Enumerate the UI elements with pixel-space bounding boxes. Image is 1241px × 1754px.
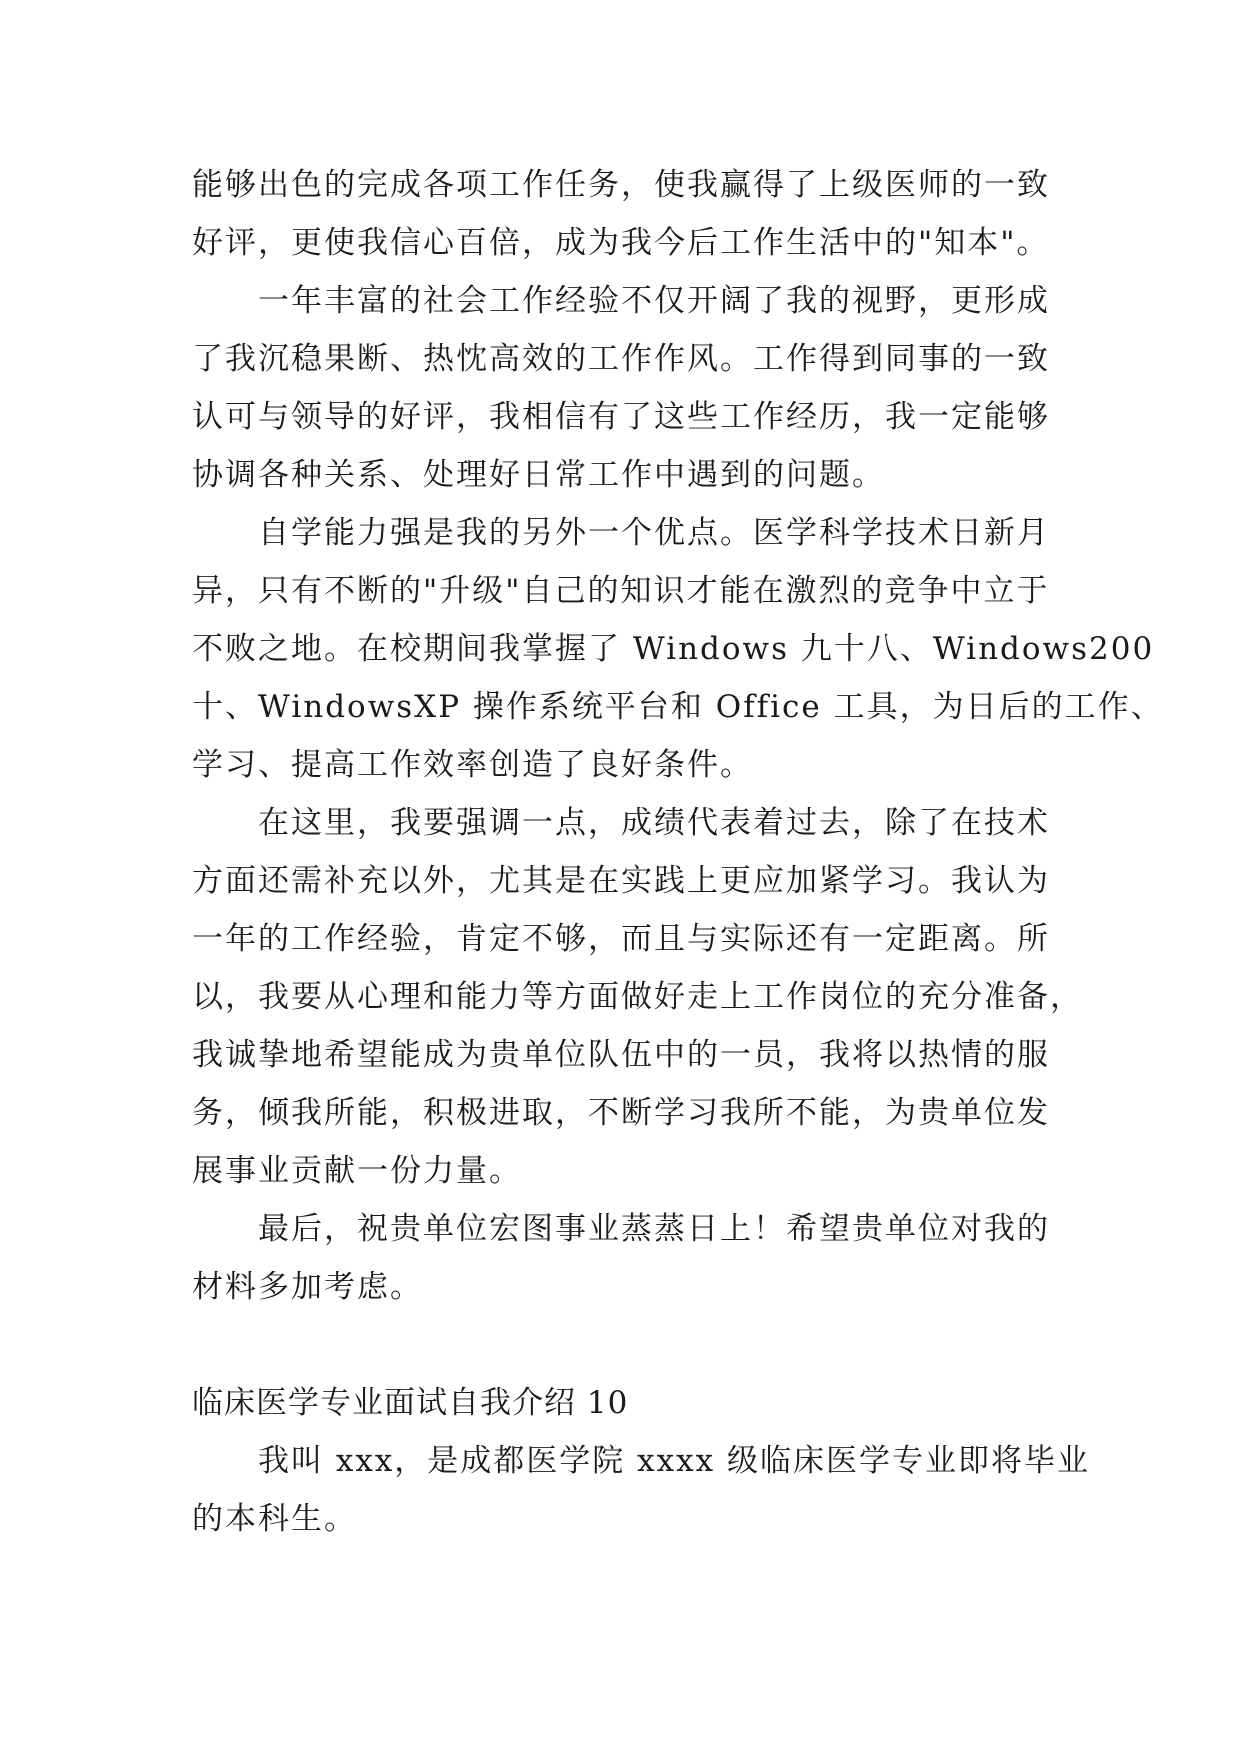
paragraph <box>192 156 1052 272</box>
text-line: 自学能力强是我的另外一个优点。医学科学技术日新月 <box>258 515 1050 551</box>
text-line: 的本科生。 <box>192 1501 357 1537</box>
text-line: 在这里，我要强调一点，成绩代表着过去，除了在技术 <box>258 805 1050 841</box>
text-line: 了我沉稳果断、热忱高效的工作作风。工作得到同事的一致 <box>192 341 1050 377</box>
paragraph <box>192 1432 1090 1548</box>
paragraph <box>192 504 1164 794</box>
text-line: 最后，祝贵单位宏图事业蒸蒸日上！希望贵单位对我的 <box>258 1211 1050 1247</box>
text-line: 我叫 xxx，是成都医学院 xxxx 级临床医学专业即将毕业 <box>258 1443 1090 1479</box>
text-line: 不败之地。在校期间我掌握了 Windows 九十八、Windows200 <box>192 631 1155 667</box>
text-line: 方面还需补充以外，尤其是在实践上更应加紧学习。我认为 <box>192 863 1050 899</box>
text-line: 一年丰富的社会工作经验不仅开阔了我的视野，更形成 <box>258 283 1050 319</box>
text-line: 协调各种关系、处理好日常工作中遇到的问题。 <box>192 457 885 493</box>
text-line: 学习、提高工作效率创造了良好条件。 <box>192 747 753 783</box>
text-line: 我诚挚地希望能成为贵单位队伍中的一员，我将以热情的服 <box>192 1037 1050 1073</box>
document-body <box>192 156 1164 1548</box>
section-title: 临床医学专业面试自我介绍 10 <box>192 1385 629 1421</box>
paragraph <box>192 794 1083 1200</box>
text-line: 展事业贡献一份力量。 <box>192 1153 522 1189</box>
section-heading <box>192 1374 1052 1432</box>
text-line: 认可与领导的好评，我相信有了这些工作经历，我一定能够 <box>192 399 1050 435</box>
spacer <box>192 1316 1052 1374</box>
text-line: 能够出色的完成各项工作任务，使我赢得了上级医师的一致 <box>192 167 1050 203</box>
text-line: 以，我要从心理和能力等方面做好走上工作岗位的充分准备， <box>192 979 1083 1015</box>
text-line: 异，只有不断的"升级"自己的知识才能在激烈的竞争中立于 <box>192 573 1050 609</box>
text-line: 材料多加考虑。 <box>192 1269 423 1305</box>
text-line: 十、WindowsXP 操作系统平台和 Office 工具，为日后的工作、 <box>192 689 1164 725</box>
text-line: 一年的工作经验，肯定不够，而且与实际还有一定距离。所 <box>192 921 1050 957</box>
paragraph <box>192 1200 1052 1316</box>
text-line: 好评，更使我信心百倍，成为我今后工作生活中的"知本"。 <box>192 225 1050 261</box>
paragraph <box>192 272 1052 504</box>
text-line: 务，倾我所能，积极进取，不断学习我所不能，为贵单位发 <box>192 1095 1050 1131</box>
